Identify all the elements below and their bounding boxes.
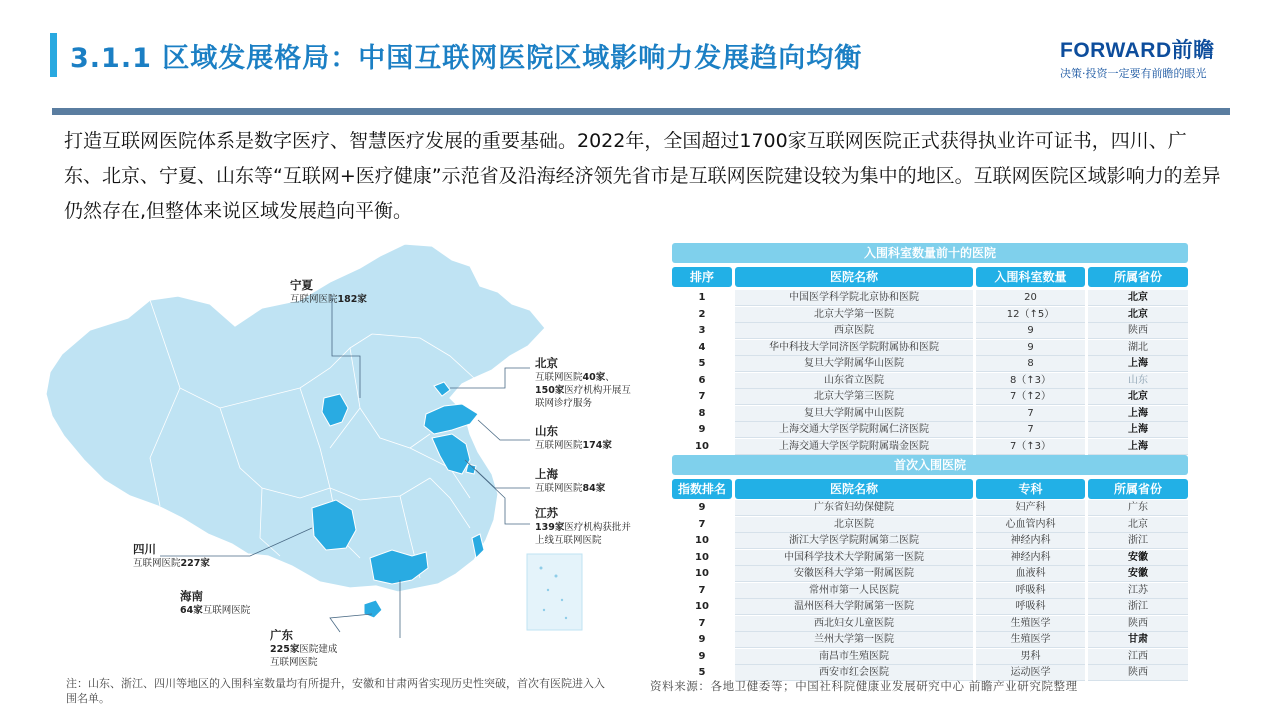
table1-cell-rank: 2 xyxy=(698,308,706,320)
table2-cell-province: 浙江 xyxy=(1088,533,1188,549)
table2-cell-province: 广东 xyxy=(1088,500,1188,516)
table1-cell-rank: 1 xyxy=(698,292,706,303)
table2-cell-dept: 血液科 xyxy=(976,566,1085,582)
table1-cell-count: 8（↑3） xyxy=(976,373,1085,389)
map-label-ningxia xyxy=(290,278,367,306)
table1-row xyxy=(672,373,1188,389)
table1-cell-count: 9 xyxy=(976,323,1085,339)
label-text: 医疗机构开展互 xyxy=(564,385,631,396)
table2-cell-name: 兰州大学第一医院 xyxy=(735,632,973,648)
label-value: 84家 xyxy=(582,483,606,494)
table1-header-name: 医院名称 xyxy=(735,267,973,287)
table1-cell-name: 北京大学第三医院 xyxy=(735,389,973,405)
table2-cell-name: 温州医科大学附属第一医院 xyxy=(735,599,973,615)
table1-cell-name: 复旦大学附属华山医院 xyxy=(735,356,973,372)
table1-cell-rank: 6 xyxy=(698,374,706,386)
logo-slogan: 决策·投资一定要有前瞻的眼光 xyxy=(1060,67,1207,80)
table1-row xyxy=(672,389,1188,405)
label-text: 互联网医院 xyxy=(535,372,583,383)
table2-cell-province: 江西 xyxy=(1088,649,1188,665)
table2-cell-dept: 生殖医学 xyxy=(976,632,1085,648)
table2-banner: 首次入围医院 xyxy=(672,455,1188,475)
label-text: 互联网医院 xyxy=(535,483,583,494)
table2-row xyxy=(672,566,1188,582)
label-text: 医疗机构获批并 xyxy=(564,522,631,533)
label-name: 海南 xyxy=(180,589,203,603)
label-value: 225家 xyxy=(270,644,300,655)
label-name: 北京 xyxy=(535,356,558,370)
map-inset-frame xyxy=(527,554,582,630)
label-text: 、 xyxy=(605,372,615,383)
table2-cell-dept: 生殖医学 xyxy=(976,616,1085,632)
table2-header-dept: 专科 xyxy=(976,479,1085,499)
table1-cell-count: 8 xyxy=(976,356,1085,372)
table1-cell-name: 中国医学科学院北京协和医院 xyxy=(735,290,973,306)
table1-banner: 入围科室数量前十的医院 xyxy=(672,243,1188,263)
table1-cell-count: 7（↑2） xyxy=(976,389,1085,405)
table1-cell-rank: 4 xyxy=(698,341,706,353)
label-name: 山东 xyxy=(535,424,558,438)
table1-cell-province: 湖北 xyxy=(1088,340,1188,356)
table2-cell-dept: 运动医学 xyxy=(976,665,1085,681)
label-text: 医院建成 xyxy=(299,644,338,655)
table2-cell-dept: 神经内科 xyxy=(976,550,1085,566)
table2-cell-rank: 7 xyxy=(698,617,706,629)
table1-cell-name: 复旦大学附属中山医院 xyxy=(735,406,973,422)
table2-cell-name: 广东省妇幼保健院 xyxy=(735,500,973,516)
table1-cell-rank: 9 xyxy=(698,424,706,435)
table1-cell-province: 北京 xyxy=(1088,389,1188,405)
table2-row xyxy=(672,599,1188,615)
table2-cell-name: 西北妇女儿童医院 xyxy=(735,616,973,632)
table1-cell-province: 北京 xyxy=(1088,290,1188,306)
table2-row xyxy=(672,616,1188,632)
table2-row xyxy=(672,632,1188,648)
intro-paragraph: 打造互联网医院体系是数字医疗、智慧医疗发展的重要基础。2022年，全国超过1700家互联网医院正式获得执业许可证书，四川、广东、北京、宁夏、山东等“互联网+医疗健康”示范省及沿海经济领先省市是互联网医院建设较为集中的地区。互联网医院区域影响力的差异仍然存在,但整体来说区域发展趋向平衡。 xyxy=(64,130,1221,222)
table2-row xyxy=(672,533,1188,549)
label-text: 上线互联网医院 xyxy=(535,535,602,546)
table1-cell-rank: 5 xyxy=(698,358,706,369)
label-name: 宁夏 xyxy=(290,278,313,292)
table1-cell-rank: 3 xyxy=(698,325,706,336)
map-label-shandong xyxy=(535,424,612,452)
label-text: 互联网医院 xyxy=(133,558,181,569)
table1-row xyxy=(672,307,1188,323)
table2-cell-province: 安徽 xyxy=(1088,550,1188,566)
table1-row xyxy=(672,406,1188,422)
table2-cell-rank: 10 xyxy=(695,551,709,563)
forward-logo xyxy=(1060,34,1235,81)
logo-wordmark xyxy=(1060,34,1235,64)
table2-cell-name: 浙江大学医学院附属第二医院 xyxy=(735,533,973,549)
table1-row xyxy=(672,439,1188,455)
table1-cell-name: 上海交通大学医学院附属瑞金医院 xyxy=(735,439,973,455)
table1-cell-count: 9 xyxy=(976,340,1085,356)
table1-cell-province: 上海 xyxy=(1088,406,1188,422)
map-label-hainan xyxy=(180,589,250,617)
label-value: 64家 xyxy=(180,605,203,616)
footnote: 注：山东、浙江、四川等地区的入围科室数量均有所提升，安徽和甘肃两省实现历史性突破，首次有医院进入入围名单。 xyxy=(66,677,605,705)
table2-cell-province: 北京 xyxy=(1088,517,1188,533)
table1-cell-province: 陕西 xyxy=(1088,323,1188,339)
title-accent-bar xyxy=(50,33,57,77)
table1-row xyxy=(672,422,1188,438)
map-hainan xyxy=(364,600,382,618)
table1-row xyxy=(672,340,1188,356)
table2-cell-province: 浙江 xyxy=(1088,599,1188,615)
table2-header-province: 所属省份 xyxy=(1088,479,1188,499)
table2-cell-dept: 呼吸科 xyxy=(976,583,1085,599)
table2-cell-dept: 心血管内科 xyxy=(976,517,1085,533)
label-text: 互联网医院 xyxy=(202,605,251,616)
map-label-shanghai xyxy=(535,467,605,495)
table2-cell-rank: 10 xyxy=(695,601,709,612)
label-value: 227家 xyxy=(180,558,210,569)
table2-header xyxy=(672,479,1188,499)
table2-cell-dept: 男科 xyxy=(976,649,1085,665)
table2-cell-province: 陕西 xyxy=(1088,665,1188,681)
table2-cell-rank: 9 xyxy=(698,502,706,513)
table2-row xyxy=(672,517,1188,533)
source-note: 资料来源：各地卫健委等；中国社科院健康业发展研究中心 前瞻产业研究院整理 xyxy=(650,679,1078,693)
table2-cell-name: 安徽医科大学第一附属医院 xyxy=(735,566,973,582)
table2-cell-rank: 10 xyxy=(695,535,709,546)
table2-cell-name: 中国科学技术大学附属第一医院 xyxy=(735,550,973,566)
label-name: 江苏 xyxy=(535,506,558,520)
table2-cell-rank: 9 xyxy=(698,634,706,645)
table2-header-rank: 指数排名 xyxy=(672,479,732,499)
label-value: 182家 xyxy=(337,294,367,305)
label-value: 150家 xyxy=(535,385,565,396)
table1-cell-name: 北京大学第一医院 xyxy=(735,307,973,323)
table2-cell-rank: 5 xyxy=(698,667,706,678)
table1-row xyxy=(672,356,1188,372)
table2-row xyxy=(672,550,1188,566)
label-name: 四川 xyxy=(133,542,156,556)
table2-cell-dept: 神经内科 xyxy=(976,533,1085,549)
table1-cell-province: 上海 xyxy=(1088,422,1188,438)
label-name: 广东 xyxy=(270,628,293,642)
table1-cell-count: 12（↑5） xyxy=(976,307,1085,323)
label-value: 40家 xyxy=(582,372,606,383)
table1-cell-name: 上海交通大学医学院附属仁济医院 xyxy=(735,422,973,438)
table2-cell-province: 甘肃 xyxy=(1088,632,1188,648)
map-label-sichuan xyxy=(133,542,210,570)
table1-row xyxy=(672,323,1188,339)
table1-cell-count: 7 xyxy=(976,422,1085,438)
table1-cell-province: 上海 xyxy=(1088,439,1188,455)
table1-cell-name: 华中科技大学同济医学院附属协和医院 xyxy=(735,340,973,356)
label-value: 139家 xyxy=(535,522,565,533)
table1-cell-rank: 10 xyxy=(695,440,709,452)
table1-cell-count: 7（↑3） xyxy=(976,439,1085,455)
map-label-guangdong xyxy=(270,628,337,669)
table1-cell-count: 7 xyxy=(976,406,1085,422)
table1-cell-name: 西京医院 xyxy=(735,323,973,339)
table2-cell-rank: 7 xyxy=(698,584,706,596)
table2-row xyxy=(672,500,1188,516)
table2-cell-name: 西安市红会医院 xyxy=(735,665,973,681)
table2-cell-dept: 妇产科 xyxy=(976,500,1085,516)
table1-cell-rank: 7 xyxy=(698,391,706,402)
table2-cell-name: 北京医院 xyxy=(735,517,973,533)
table1-header-count: 入围科室数量 xyxy=(976,267,1085,287)
label-name: 上海 xyxy=(535,467,558,481)
table1-row xyxy=(672,290,1188,306)
table1-cell-rank: 8 xyxy=(698,407,706,419)
label-text: 互联网医院 xyxy=(270,657,318,668)
map-label-beijing xyxy=(535,356,631,410)
table2-cell-name: 南昌市生殖医院 xyxy=(735,649,973,665)
table2-cell-province: 陕西 xyxy=(1088,616,1188,632)
table2-header-name: 医院名称 xyxy=(735,479,973,499)
logo-latin: FORWARD xyxy=(1060,39,1172,62)
table2-cell-rank: 7 xyxy=(698,518,706,530)
label-text: 互联网医院 xyxy=(290,294,338,305)
table1-cell-province: 北京 xyxy=(1088,307,1188,323)
table1-cell-count: 20 xyxy=(976,290,1085,306)
table1-cell-name: 山东省立医院 xyxy=(735,373,973,389)
label-text: 互联网医院 xyxy=(535,440,583,451)
header-divider xyxy=(52,108,1230,115)
table2-row xyxy=(672,583,1188,599)
table1-header-rank: 排序 xyxy=(672,267,732,287)
label-text: 联网诊疗服务 xyxy=(535,398,593,409)
table2-cell-rank: 10 xyxy=(695,568,709,579)
table1-header-province: 所属省份 xyxy=(1088,267,1188,287)
logo-chinese: 前瞻 xyxy=(1171,39,1215,62)
map-label-jiangsu xyxy=(535,506,631,547)
table2-cell-name: 常州市第一人民医院 xyxy=(735,583,973,599)
table2-cell-province: 安徽 xyxy=(1088,566,1188,582)
page-title: 3.1.1 区域发展格局：中国互联网医院区域影响力发展趋向均衡 xyxy=(70,43,863,74)
table2-cell-rank: 9 xyxy=(698,650,706,662)
table1-header xyxy=(672,267,1188,287)
table2-cell-dept: 呼吸科 xyxy=(976,599,1085,615)
label-value: 174家 xyxy=(582,440,612,451)
table1-cell-province: 山东 xyxy=(1088,373,1188,389)
table2-cell-province: 江苏 xyxy=(1088,583,1188,599)
table1-cell-province: 上海 xyxy=(1088,356,1188,372)
table2-row xyxy=(672,649,1188,665)
